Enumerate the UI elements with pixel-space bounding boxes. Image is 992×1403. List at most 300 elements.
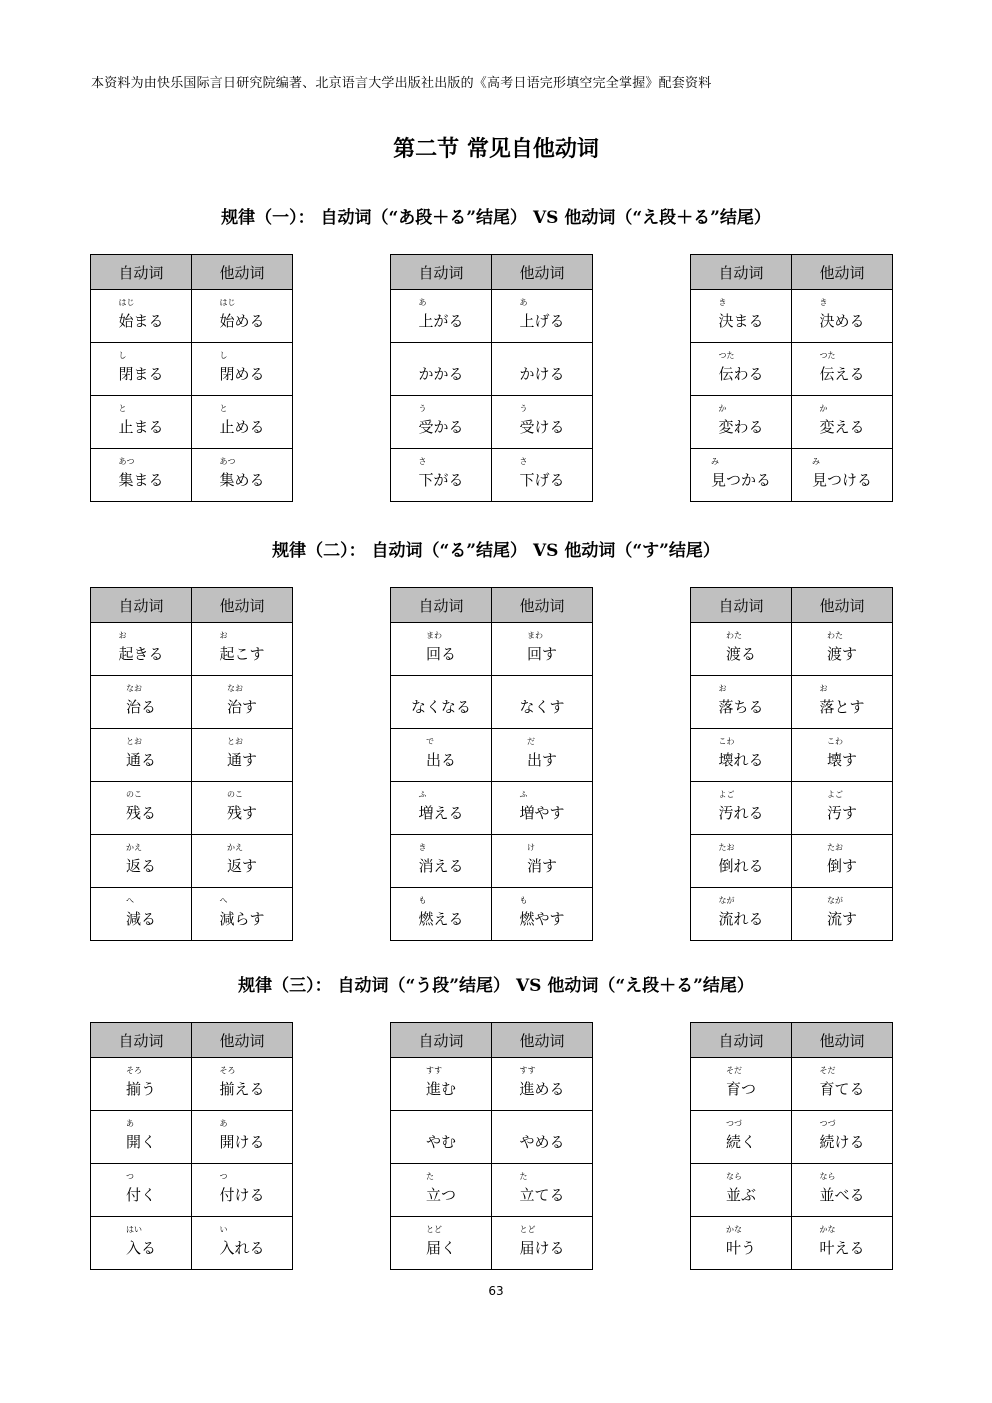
intransitive-verb: 燃える bbox=[418, 909, 464, 928]
table-header-row bbox=[691, 1023, 893, 1058]
transitive-verb: 通す bbox=[226, 750, 257, 769]
verb-table bbox=[690, 1022, 893, 1270]
furigana: だ bbox=[526, 736, 535, 746]
intransitive-verb-cell bbox=[391, 1058, 492, 1111]
intransitive-verb-cell bbox=[91, 290, 192, 343]
transitive-verb: 叶える bbox=[819, 1238, 865, 1257]
transitive-verb: 燃やす bbox=[519, 909, 565, 928]
transitive-verb: 集める bbox=[219, 470, 265, 489]
transitive-verb-cell bbox=[792, 676, 893, 729]
furigana: さ bbox=[418, 456, 427, 466]
table-row bbox=[691, 1111, 893, 1164]
intransitive-verb-cell bbox=[691, 1058, 792, 1111]
table-row bbox=[391, 1217, 593, 1270]
table-row bbox=[91, 676, 293, 729]
transitive-verb-cell bbox=[492, 888, 593, 941]
table-header-row bbox=[91, 588, 293, 623]
table-row bbox=[691, 729, 893, 782]
furigana: ふ bbox=[519, 789, 528, 799]
transitive-verb-cell bbox=[792, 835, 893, 888]
transitive-verb-cell bbox=[792, 782, 893, 835]
table-row bbox=[91, 343, 293, 396]
furigana: あ bbox=[418, 297, 427, 307]
intransitive-verb: 出る bbox=[425, 750, 456, 769]
furigana: つた bbox=[718, 350, 735, 360]
transitive-verb: 始める bbox=[219, 311, 265, 330]
intransitive-verb-cell bbox=[391, 835, 492, 888]
intransitive-verb: 届く bbox=[425, 1238, 456, 1257]
intransitive-verb: 消える bbox=[418, 856, 464, 875]
intransitive-verb-cell bbox=[91, 729, 192, 782]
table-row bbox=[691, 888, 893, 941]
intransitive-verb: 上がる bbox=[418, 311, 464, 330]
furigana: あ bbox=[219, 1118, 228, 1128]
table-row bbox=[91, 782, 293, 835]
header-intransitive: 自动词 bbox=[691, 1023, 792, 1058]
table-row bbox=[391, 623, 593, 676]
furigana: し bbox=[118, 350, 127, 360]
intransitive-verb: 受かる bbox=[418, 417, 464, 436]
intransitive-verb: 下がる bbox=[418, 470, 464, 489]
intransitive-verb: 進む bbox=[425, 1079, 456, 1098]
table-header-row bbox=[91, 255, 293, 290]
intransitive-verb: 閉まる bbox=[118, 364, 164, 383]
intransitive-verb: 続く bbox=[725, 1132, 756, 1151]
furigana: お bbox=[219, 630, 228, 640]
header-note: 本资料为由快乐国际言日研究院编著、北京语言大学出版社出版的《高考日语完形填空完全掌握》配套资料 bbox=[91, 76, 712, 91]
table-row bbox=[391, 729, 593, 782]
intransitive-verb-cell bbox=[691, 623, 792, 676]
furigana: よご bbox=[826, 789, 843, 799]
intransitive-verb-cell bbox=[691, 396, 792, 449]
section-title: 第二节 常见自他动词 bbox=[393, 136, 599, 162]
transitive-verb: 止める bbox=[219, 417, 265, 436]
table-row bbox=[391, 888, 593, 941]
rule-title-3: 规律（三）： 自动词（“う段”结尾） VS 他动词（“え段＋る”结尾） bbox=[238, 976, 754, 996]
intransitive-verb: 通る bbox=[125, 750, 156, 769]
header-transitive: 他动词 bbox=[192, 588, 293, 623]
intransitive-verb-cell bbox=[691, 1164, 792, 1217]
page-number: 63 bbox=[488, 1284, 504, 1298]
transitive-verb: やめる bbox=[519, 1132, 565, 1151]
table-row bbox=[391, 396, 593, 449]
transitive-verb: 付ける bbox=[219, 1185, 265, 1204]
transitive-verb: 閉める bbox=[219, 364, 265, 383]
table-row bbox=[691, 396, 893, 449]
transitive-verb: 返す bbox=[226, 856, 257, 875]
intransitive-verb-cell bbox=[391, 782, 492, 835]
intransitive-verb-cell bbox=[691, 835, 792, 888]
intransitive-verb-cell bbox=[91, 1058, 192, 1111]
transitive-verb: 増やす bbox=[519, 803, 565, 822]
table-row bbox=[391, 676, 593, 729]
furigana: とお bbox=[226, 736, 243, 746]
furigana: なお bbox=[125, 683, 142, 693]
transitive-verb: 並べる bbox=[819, 1185, 865, 1204]
furigana: そだ bbox=[819, 1065, 836, 1075]
furigana: かえ bbox=[226, 842, 243, 852]
verb-table bbox=[390, 587, 593, 941]
transitive-verb: 消す bbox=[526, 856, 557, 875]
table-row bbox=[391, 782, 593, 835]
transitive-verb: 渡す bbox=[826, 644, 857, 663]
intransitive-verb: かかる bbox=[418, 364, 464, 383]
intransitive-verb-cell bbox=[691, 290, 792, 343]
intransitive-verb-cell bbox=[691, 1111, 792, 1164]
header-intransitive: 自动词 bbox=[91, 588, 192, 623]
intransitive-verb: 壊れる bbox=[718, 750, 764, 769]
table-row bbox=[91, 623, 293, 676]
furigana: とど bbox=[425, 1224, 442, 1234]
table-row bbox=[91, 1164, 293, 1217]
furigana: なが bbox=[718, 895, 735, 905]
furigana: すす bbox=[425, 1065, 443, 1075]
transitive-verb-cell bbox=[492, 623, 593, 676]
furigana: き bbox=[718, 297, 727, 307]
header-transitive: 他动词 bbox=[792, 255, 893, 290]
table-row bbox=[691, 290, 893, 343]
table-row bbox=[91, 290, 293, 343]
intransitive-verb-cell bbox=[691, 729, 792, 782]
transitive-verb-cell bbox=[492, 1164, 593, 1217]
intransitive-verb: 育つ bbox=[725, 1079, 756, 1098]
verb-table bbox=[690, 254, 893, 502]
furigana: へ bbox=[125, 895, 134, 905]
table-row bbox=[91, 396, 293, 449]
intransitive-verb: 立つ bbox=[425, 1185, 456, 1204]
transitive-verb-cell bbox=[492, 449, 593, 502]
verb-table bbox=[690, 587, 893, 941]
transitive-verb-cell bbox=[792, 290, 893, 343]
furigana: なお bbox=[226, 683, 243, 693]
table-row bbox=[691, 343, 893, 396]
intransitive-verb: 返る bbox=[125, 856, 156, 875]
table-row bbox=[391, 449, 593, 502]
furigana: か bbox=[718, 403, 727, 413]
intransitive-verb: 決まる bbox=[718, 311, 764, 330]
header-intransitive: 自动词 bbox=[391, 588, 492, 623]
header-intransitive: 自动词 bbox=[391, 1023, 492, 1058]
intransitive-verb: 集まる bbox=[118, 470, 164, 489]
table-row bbox=[391, 1058, 593, 1111]
intransitive-verb: 減る bbox=[125, 909, 156, 928]
transitive-verb: 下げる bbox=[519, 470, 565, 489]
furigana: か bbox=[819, 403, 828, 413]
furigana: た bbox=[519, 1171, 528, 1181]
transitive-verb: 倒す bbox=[826, 856, 857, 875]
furigana: た bbox=[425, 1171, 434, 1181]
table-header-row bbox=[391, 255, 593, 290]
intransitive-verb-cell bbox=[391, 729, 492, 782]
furigana: き bbox=[418, 842, 427, 852]
intransitive-verb: 見つかる bbox=[710, 470, 771, 489]
furigana: わた bbox=[725, 630, 742, 640]
furigana: つた bbox=[819, 350, 836, 360]
intransitive-verb-cell bbox=[91, 1111, 192, 1164]
furigana: い bbox=[219, 1224, 228, 1234]
transitive-verb: 変える bbox=[819, 417, 865, 436]
transitive-verb-cell bbox=[192, 396, 293, 449]
furigana: け bbox=[526, 842, 535, 852]
transitive-verb: 流す bbox=[826, 909, 857, 928]
furigana: のこ bbox=[226, 789, 243, 799]
furigana: さ bbox=[519, 456, 528, 466]
table-row bbox=[391, 1111, 593, 1164]
rule-title-2: 规律（二）： 自动词（“る”结尾） VS 他动词（“す”结尾） bbox=[272, 541, 720, 561]
furigana: たお bbox=[718, 842, 735, 852]
transitive-verb-cell bbox=[492, 290, 593, 343]
furigana: まわ bbox=[425, 630, 442, 640]
furigana: と bbox=[219, 403, 228, 413]
furigana: こわ bbox=[718, 736, 735, 746]
intransitive-verb-cell bbox=[391, 1164, 492, 1217]
transitive-verb: 受ける bbox=[519, 417, 565, 436]
intransitive-verb-cell bbox=[391, 1111, 492, 1164]
furigana: はじ bbox=[219, 297, 236, 307]
transitive-verb: 壊す bbox=[826, 750, 857, 769]
table-row bbox=[691, 1164, 893, 1217]
verb-table bbox=[90, 587, 293, 941]
transitive-verb-cell bbox=[492, 835, 593, 888]
table-row bbox=[691, 449, 893, 502]
transitive-verb-cell bbox=[792, 888, 893, 941]
intransitive-verb-cell bbox=[691, 1217, 792, 1270]
intransitive-verb-cell bbox=[391, 676, 492, 729]
intransitive-verb: 残る bbox=[125, 803, 156, 822]
furigana: み bbox=[710, 456, 719, 466]
intransitive-verb: 始まる bbox=[118, 311, 164, 330]
furigana: と bbox=[118, 403, 127, 413]
furigana: う bbox=[418, 403, 427, 413]
intransitive-verb: 治る bbox=[125, 697, 156, 716]
transitive-verb: 出す bbox=[526, 750, 557, 769]
transitive-verb-cell bbox=[192, 623, 293, 676]
transitive-verb-cell bbox=[792, 1058, 893, 1111]
intransitive-verb: やむ bbox=[425, 1132, 456, 1151]
transitive-verb: 起こす bbox=[219, 644, 265, 663]
intransitive-verb-cell bbox=[391, 343, 492, 396]
transitive-verb-cell bbox=[492, 676, 593, 729]
transitive-verb-cell bbox=[192, 782, 293, 835]
furigana: あ bbox=[125, 1118, 134, 1128]
furigana: ふ bbox=[418, 789, 427, 799]
transitive-verb-cell bbox=[192, 888, 293, 941]
intransitive-verb: 増える bbox=[418, 803, 464, 822]
intransitive-verb-cell bbox=[91, 623, 192, 676]
intransitive-verb: 渡る bbox=[725, 644, 756, 663]
furigana: お bbox=[118, 630, 127, 640]
transitive-verb-cell bbox=[192, 1217, 293, 1270]
intransitive-verb: 並ぶ bbox=[725, 1185, 756, 1204]
furigana: とど bbox=[519, 1224, 536, 1234]
table-row bbox=[691, 782, 893, 835]
furigana: へ bbox=[219, 895, 228, 905]
transitive-verb-cell bbox=[192, 729, 293, 782]
table-row bbox=[691, 835, 893, 888]
intransitive-verb-cell bbox=[391, 290, 492, 343]
transitive-verb-cell bbox=[492, 1111, 593, 1164]
transitive-verb: 残す bbox=[226, 803, 257, 822]
table-row bbox=[91, 835, 293, 888]
intransitive-verb: 入る bbox=[125, 1238, 156, 1257]
furigana: つ bbox=[125, 1171, 134, 1181]
furigana: あ bbox=[519, 297, 528, 307]
intransitive-verb: 揃う bbox=[125, 1079, 156, 1098]
transitive-verb: 上げる bbox=[519, 311, 565, 330]
intransitive-verb: 付く bbox=[125, 1185, 156, 1204]
transitive-verb-cell bbox=[792, 343, 893, 396]
transitive-verb-cell bbox=[492, 1217, 593, 1270]
transitive-verb: 見つける bbox=[811, 470, 872, 489]
table-row bbox=[691, 1217, 893, 1270]
furigana: う bbox=[519, 403, 528, 413]
table-header-row bbox=[91, 1023, 293, 1058]
table-row bbox=[91, 729, 293, 782]
verb-table bbox=[90, 1022, 293, 1270]
intransitive-verb: 回る bbox=[425, 644, 456, 663]
transitive-verb: 減らす bbox=[219, 909, 265, 928]
furigana: すす bbox=[519, 1065, 536, 1075]
header-intransitive: 自动词 bbox=[91, 1023, 192, 1058]
intransitive-verb-cell bbox=[91, 782, 192, 835]
table-header-row bbox=[691, 588, 893, 623]
transitive-verb-cell bbox=[192, 290, 293, 343]
transitive-verb-cell bbox=[792, 396, 893, 449]
furigana: も bbox=[519, 895, 528, 905]
furigana: も bbox=[418, 895, 427, 905]
furigana: し bbox=[219, 350, 228, 360]
intransitive-verb-cell bbox=[91, 888, 192, 941]
table-row bbox=[91, 449, 293, 502]
verb-table bbox=[390, 1022, 593, 1270]
header-transitive: 他动词 bbox=[492, 588, 593, 623]
header-transitive: 他动词 bbox=[492, 1023, 593, 1058]
transitive-verb-cell bbox=[492, 1058, 593, 1111]
table-row bbox=[391, 835, 593, 888]
furigana: で bbox=[425, 736, 434, 746]
table-header-row bbox=[391, 588, 593, 623]
intransitive-verb: 止まる bbox=[118, 417, 164, 436]
furigana: あつ bbox=[219, 456, 236, 466]
transitive-verb-cell bbox=[192, 1111, 293, 1164]
furigana: そだ bbox=[725, 1065, 742, 1075]
intransitive-verb-cell bbox=[391, 623, 492, 676]
transitive-verb: 育てる bbox=[819, 1079, 865, 1098]
furigana: き bbox=[819, 297, 828, 307]
transitive-verb: 入れる bbox=[219, 1238, 265, 1257]
transitive-verb-cell bbox=[192, 449, 293, 502]
table-header-row bbox=[391, 1023, 593, 1058]
intransitive-verb-cell bbox=[91, 676, 192, 729]
transitive-verb-cell bbox=[192, 343, 293, 396]
intransitive-verb-cell bbox=[91, 396, 192, 449]
intransitive-verb: 変わる bbox=[718, 417, 764, 436]
header-intransitive: 自动词 bbox=[91, 255, 192, 290]
intransitive-verb: 叶う bbox=[725, 1238, 756, 1257]
table-row bbox=[91, 1111, 293, 1164]
transitive-verb-cell bbox=[492, 396, 593, 449]
header-transitive: 他动词 bbox=[792, 1023, 893, 1058]
furigana: なら bbox=[725, 1171, 742, 1181]
furigana: つづ bbox=[725, 1118, 742, 1128]
furigana: のこ bbox=[125, 789, 142, 799]
transitive-verb-cell bbox=[792, 1217, 893, 1270]
furigana: こわ bbox=[826, 736, 843, 746]
furigana: そろ bbox=[125, 1065, 142, 1075]
furigana: なが bbox=[826, 895, 843, 905]
intransitive-verb-cell bbox=[691, 343, 792, 396]
intransitive-verb: 開く bbox=[125, 1132, 156, 1151]
intransitive-verb-cell bbox=[91, 449, 192, 502]
transitive-verb: かける bbox=[519, 364, 565, 383]
intransitive-verb: 落ちる bbox=[718, 697, 764, 716]
table-row bbox=[91, 1058, 293, 1111]
table-row bbox=[691, 676, 893, 729]
transitive-verb-cell bbox=[792, 1164, 893, 1217]
furigana: たお bbox=[826, 842, 843, 852]
intransitive-verb-cell bbox=[91, 1217, 192, 1270]
furigana: そろ bbox=[219, 1065, 236, 1075]
intransitive-verb-cell bbox=[391, 888, 492, 941]
intransitive-verb-cell bbox=[691, 782, 792, 835]
transitive-verb: 回す bbox=[526, 644, 557, 663]
header-intransitive: 自动词 bbox=[691, 255, 792, 290]
table-row bbox=[691, 623, 893, 676]
transitive-verb: 治す bbox=[226, 697, 257, 716]
furigana: まわ bbox=[526, 630, 543, 640]
transitive-verb: 開ける bbox=[219, 1132, 265, 1151]
intransitive-verb: 倒れる bbox=[718, 856, 764, 875]
table-row bbox=[391, 1164, 593, 1217]
transitive-verb: 決める bbox=[819, 311, 865, 330]
furigana: かな bbox=[725, 1224, 742, 1234]
transitive-verb-cell bbox=[492, 343, 593, 396]
transitive-verb: 届ける bbox=[519, 1238, 565, 1257]
furigana: わた bbox=[826, 630, 843, 640]
intransitive-verb: 伝わる bbox=[718, 364, 764, 383]
transitive-verb: 進める bbox=[519, 1079, 565, 1098]
intransitive-verb: 起きる bbox=[118, 644, 164, 663]
transitive-verb-cell bbox=[792, 729, 893, 782]
furigana: あつ bbox=[118, 456, 135, 466]
intransitive-verb-cell bbox=[391, 449, 492, 502]
intransitive-verb-cell bbox=[91, 1164, 192, 1217]
table-row bbox=[91, 1217, 293, 1270]
transitive-verb: 揃える bbox=[219, 1079, 265, 1098]
verb-table bbox=[390, 254, 593, 502]
transitive-verb: 続ける bbox=[819, 1132, 865, 1151]
transitive-verb: 落とす bbox=[819, 697, 865, 716]
transitive-verb: 立てる bbox=[519, 1185, 565, 1204]
intransitive-verb-cell bbox=[691, 888, 792, 941]
intransitive-verb: 汚れる bbox=[718, 803, 764, 822]
furigana: はじ bbox=[118, 297, 135, 307]
transitive-verb-cell bbox=[192, 1164, 293, 1217]
transitive-verb: なくす bbox=[519, 697, 565, 716]
intransitive-verb: 流れる bbox=[718, 909, 764, 928]
header-intransitive: 自动词 bbox=[691, 588, 792, 623]
transitive-verb-cell bbox=[192, 676, 293, 729]
header-intransitive: 自动词 bbox=[391, 255, 492, 290]
intransitive-verb-cell bbox=[691, 449, 792, 502]
transitive-verb-cell bbox=[192, 835, 293, 888]
furigana: み bbox=[811, 456, 820, 466]
furigana: なら bbox=[819, 1171, 836, 1181]
intransitive-verb-cell bbox=[391, 1217, 492, 1270]
transitive-verb-cell bbox=[192, 1058, 293, 1111]
rule-title-1: 规律（一）： 自动词（“あ段＋る”结尾） VS 他动词（“え段＋る”结尾） bbox=[221, 208, 771, 228]
header-transitive: 他动词 bbox=[792, 588, 893, 623]
